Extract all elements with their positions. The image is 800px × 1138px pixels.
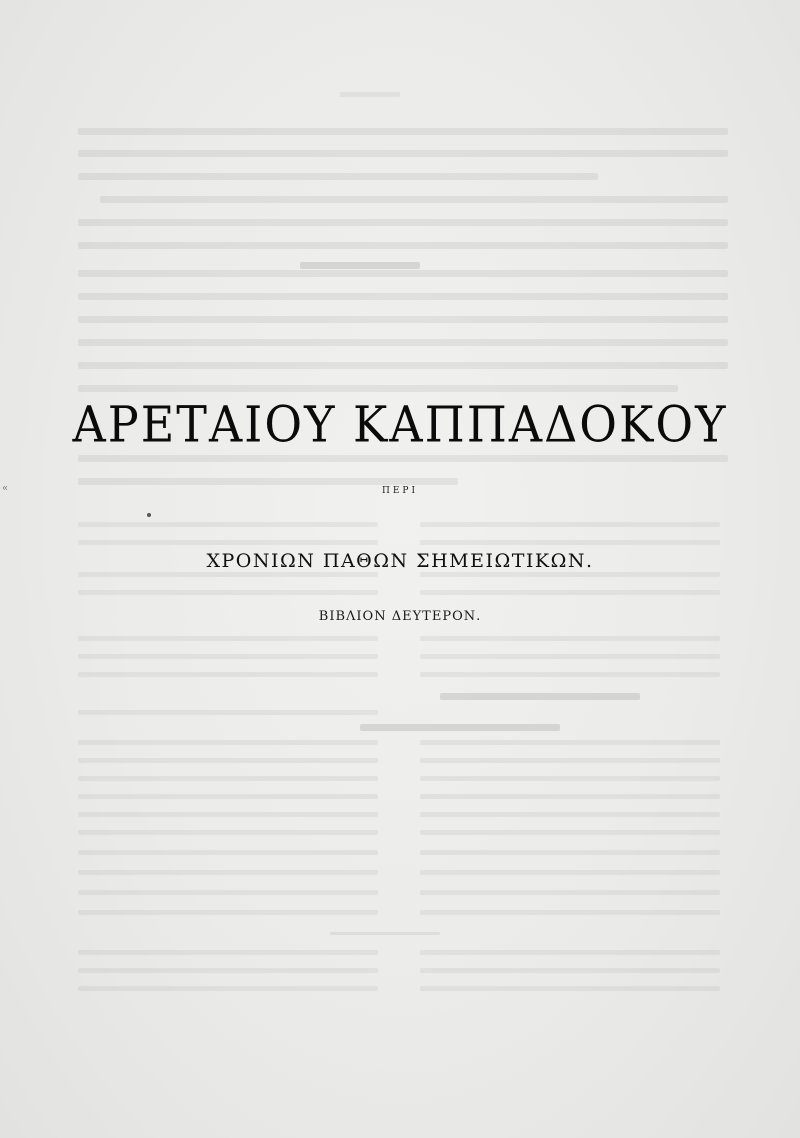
margin-mark: « — [2, 483, 9, 494]
book-heading: ΒΙΒΛΙΟΝ ΔΕΥΤΕΡΟΝ. — [318, 609, 482, 624]
preposition-label: ΠΕΡΙ — [381, 486, 419, 496]
ink-speck — [147, 513, 151, 517]
work-subtitle: ΧΡΟΝΙΩΝ ΠΑΘΩΝ ΣΗΜΕΙΩΤΙΚΩΝ. — [206, 550, 594, 572]
page-title: ΑΡΕΤΑΙΟΥ ΚΑΠΠΑΔΟΚΟΥ — [72, 395, 728, 454]
